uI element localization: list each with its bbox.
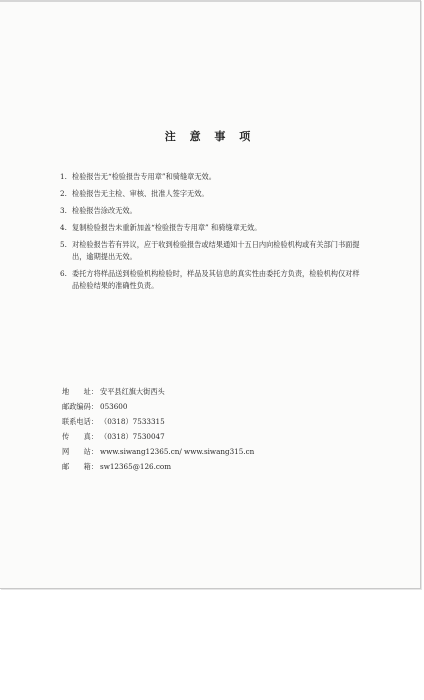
contact-value: sw12365@126.com	[100, 462, 172, 471]
contact-email	[62, 461, 342, 476]
list-item	[60, 222, 360, 234]
note-text: 检验报告无“检验报告专用章”和骑缝章无效。	[72, 172, 216, 181]
note-number: 4.	[60, 223, 67, 232]
note-text: 委托方将样品送到检验机构检验时，样品及其信息的真实性由委托方负责，检验机构仅对样品检验结果的准确性负责。	[72, 269, 360, 290]
contact-label: 网 站：	[62, 447, 98, 456]
note-number: 1.	[60, 172, 67, 181]
contact-address	[62, 386, 342, 401]
list-item	[60, 205, 360, 217]
contact-value: www.siwang12365.cn/ www.siwang315.cn	[100, 447, 255, 456]
contact-value: 053600	[100, 402, 128, 411]
contact-label: 地 址：	[62, 387, 98, 396]
contact-value: （0318）7533315	[100, 417, 165, 426]
note-number: 2.	[60, 189, 67, 198]
contact-label: 邮政编码：	[62, 402, 98, 411]
note-number: 5.	[60, 240, 67, 249]
list-item	[60, 171, 360, 183]
list-item	[60, 239, 360, 263]
note-text: 复制检验报告未重新加盖“检验报告专用章” 和骑缝章无效。	[72, 223, 262, 232]
list-item	[60, 268, 360, 292]
note-text: 检验报告涂改无效。	[72, 206, 137, 215]
contact-postcode	[62, 401, 342, 416]
contact-phone	[62, 416, 342, 431]
contact-value: 安平县红旗大街西头	[100, 387, 165, 396]
contact-label: 邮 箱：	[62, 462, 98, 471]
contact-info	[62, 386, 342, 476]
note-text: 检验报告无主检、审核、批准人签字无效。	[72, 189, 209, 198]
contact-website	[62, 446, 342, 461]
notes-list	[60, 171, 360, 297]
contact-fax	[62, 431, 342, 446]
note-text: 对检验报告若有异议，应于收到检验报告或结果通知十五日内向检验机构或有关部门书面提出，逾期提出无效。	[72, 240, 360, 261]
scan-edge	[0, 0, 420, 2]
note-number: 6.	[60, 269, 67, 278]
list-item	[60, 188, 360, 200]
contact-label: 联系电话：	[62, 417, 98, 426]
contact-value: （0318）7530047	[100, 432, 165, 441]
page-title: 注 意 事 项	[164, 130, 256, 143]
contact-label: 传 真：	[62, 432, 98, 441]
note-number: 3.	[60, 206, 67, 215]
